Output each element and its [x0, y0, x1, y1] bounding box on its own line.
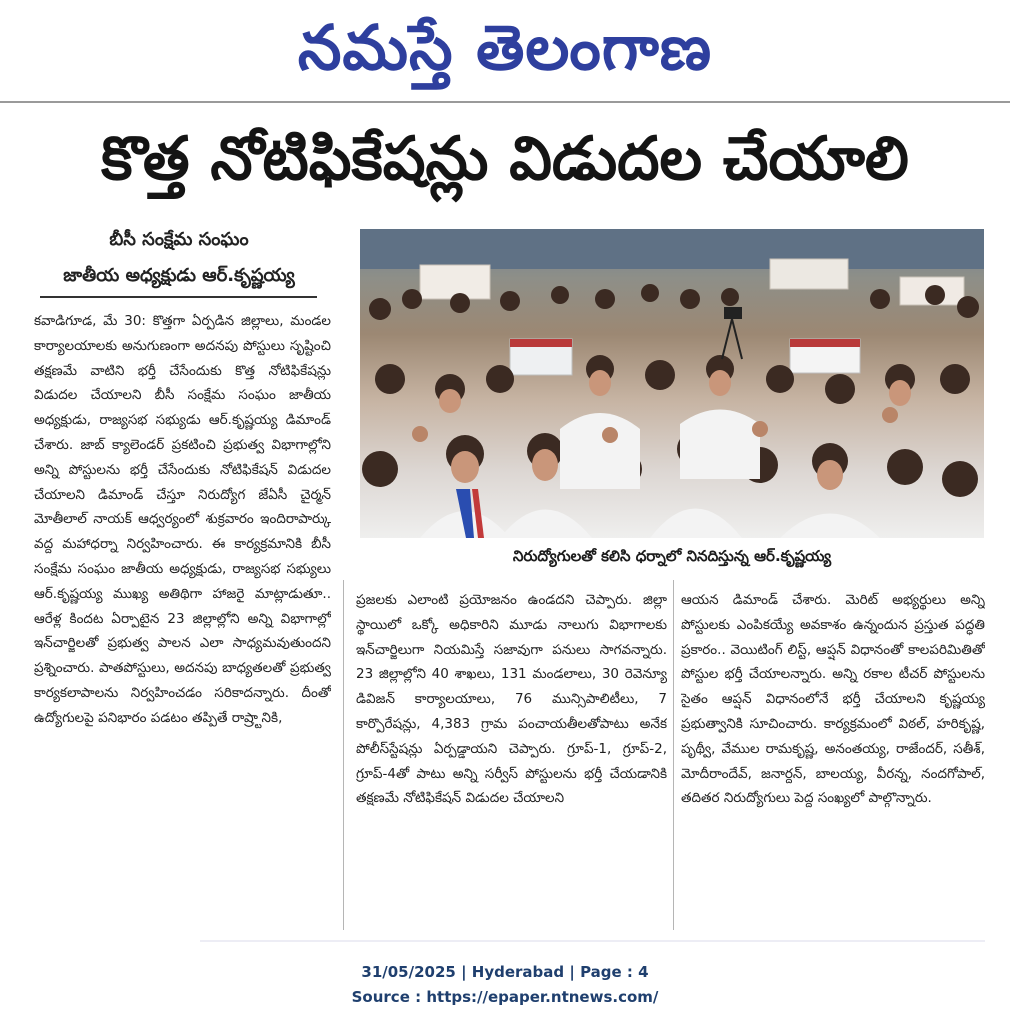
article-column-2 [356, 588, 667, 928]
source-label: Source : [351, 988, 422, 1006]
newspaper-logo: నమస్తే తెలంగాణ [297, 11, 713, 84]
article-headline: కొత్త నోటిఫికేషన్లు విడుదల చేయాలి [101, 124, 909, 194]
edition-separator: | [461, 963, 472, 981]
column-divider [343, 580, 344, 930]
protest-photo [360, 229, 984, 538]
column-divider [673, 580, 674, 930]
source-info [0, 985, 1010, 1009]
edition-info [0, 960, 1010, 984]
edition-city: Hyderabad [471, 963, 565, 981]
article-column-3 [681, 588, 985, 928]
article-body-text: ప్రజలకు ఎలాంటి ప్రయోజనం ఉండదని చెప్పారు. జిల్లా స్థాయిలో ఒక్కో అధికారిని మూడు నాలుగు విభాగాలకు ఇన్‌చార్జిలుగా నియమిస్తే సజావుగా పనులు సాగవన్నారు. 23 జిల్లాల్లోని 40 శాఖలు, 131 మండలాలు, 30 రెవెన్యూ డివిజన్ కార్యాలయాలు, 76 మున్సిపాలిటీలు, 7 కార్పొరేషన్లు, 4,383 గ్రామ పంచాయతీలతోపాటు అనేక పోలీస్‌స్టేషన్లు ఏర్పడ్డాయని చెప్పారు. గ్రూప్-1, గ్రూప్-2, గ్రూప్-4తో పాటు అన్ని సర్వీస్ పోస్టులను భర్తీ చేయడానికి తక్షణమే నోటిఫికేషన్ విడుదల చేయాలని [356, 592, 667, 807]
subhead-organization: బీసీ సంక్షేమ సంఘం [109, 229, 249, 250]
subhead-divider [40, 296, 317, 298]
photo-caption: నిరుద్యోగులతో కలిసి ధర్నాలో నినదిస్తున్న ఆర్.కృష్ణయ్య [512, 547, 832, 565]
article-body-text: ఆయన డిమాండ్ చేశారు. మెరిట్ అభ్యర్థులు అన్ని పోస్టులకు ఎంపికయ్యే అవకాశం ఉన్నందున ప్రస్తుత పద్ధతి ప్రకారం.. వెయిటింగ్ లిస్ట్, ఆప్షన్ విధానంతో కాలపరిమితితో పోస్టుల భర్తీ చేయాలన్నారు. అన్ని రకాల టీచర్ పోస్టులను సైతం ఆప్షన్ విధానంలోనే భర్తీ చేయాలని కృష్ణయ్య ప్రభుత్వానికి సూచించారు. కార్యక్రమంలో విఠల్, హరికృష్ణ, పృథ్వీ, వేముల రామకృష్ణ, అనంతయ్య, రాజేందర్, సతీశ్, మోదీరాందేవ్, జనార్దన్, బాలయ్య, వీరన్న, నందగోపాల్, తదితర నిరుద్యోగులు పెద్ద సంఖ్యలో పాల్గొన్నారు. [681, 592, 985, 807]
edition-page: Page : 4 [580, 963, 649, 981]
article-column-1 [34, 309, 331, 929]
protest-photo-illustration [360, 229, 984, 538]
masthead [0, 0, 1010, 100]
article-body-text: కవాడిగూడ, మే 30: కొత్తగా ఏర్పడిన జిల్లాలు, మండల కార్యాలయాలకు అనుగుణంగా అదనపు పోస్టులు సృష్టించి తక్షణమే వాటిని భర్తీ చేసేందుకు కొత్త నోటిఫికేషన్లు విడుదల చేయాలని బీసీ సంక్షేమ సంఘం జాతీయ అధ్యక్షుడు, రాజ్యసభ సభ్యుడు ఆర్.కృష్ణయ్య డిమాండ్ చేశారు. జాబ్ క్యాలెండర్ ప్రకటించి ప్రభుత్వ విభాగాల్లోని అన్ని పోస్టులను భర్తీ చేసేందుకు నోటిఫికేషన్ విడుదల చేయాలని డిమాండ్ చేస్తూ నిరుద్యోగ జేఏసీ చైర్మన్ మోతీలాల్ నాయక్ ఆధ్వర్యంలో శుక్రవారం ఇందిరాపార్కు వద్ద మహాధర్నా నిర్వహించారు. ఈ కార్యక్రమానికి బీసీ సంక్షేమ సంఘం జాతీయ అధ్యక్షుడు, రాజ్యసభ సభ్యులు ఆర్.కృష్ణయ్య ముఖ్య అతిథిగా హాజరై మాట్లాడుతూ.. ఆరేళ్ల కిందట ఏర్పాటైన 23 జిల్లాల్లోని అన్ని విభాగాల్లో ఇన్‌చార్జిలతో ప్రభుత్వ పాలన ఎలా సాధ్యమవుతుందని ప్రశ్నించారు. పాతపోస్టులు, అదనపు బాధ్యతలతో ప్రభుత్వ కార్యకలాపాలను నిర్వహించడం సరికాదన్నారు. దీంతో ఉద్యోగులపై పనిభారం పడటం తప్పితే రాష్ర్టానికి, [34, 313, 331, 726]
edition-date: 31/05/2025 [361, 963, 456, 981]
edition-separator: | [569, 963, 581, 981]
subhead-person: జాతీయ అధ్యక్షుడు ఆర్.కృష్ణయ్య [63, 265, 295, 286]
footer-divider [200, 940, 985, 942]
masthead-divider [0, 101, 1010, 103]
source-link[interactable]: https://epaper.ntnews.com/ [426, 988, 659, 1006]
